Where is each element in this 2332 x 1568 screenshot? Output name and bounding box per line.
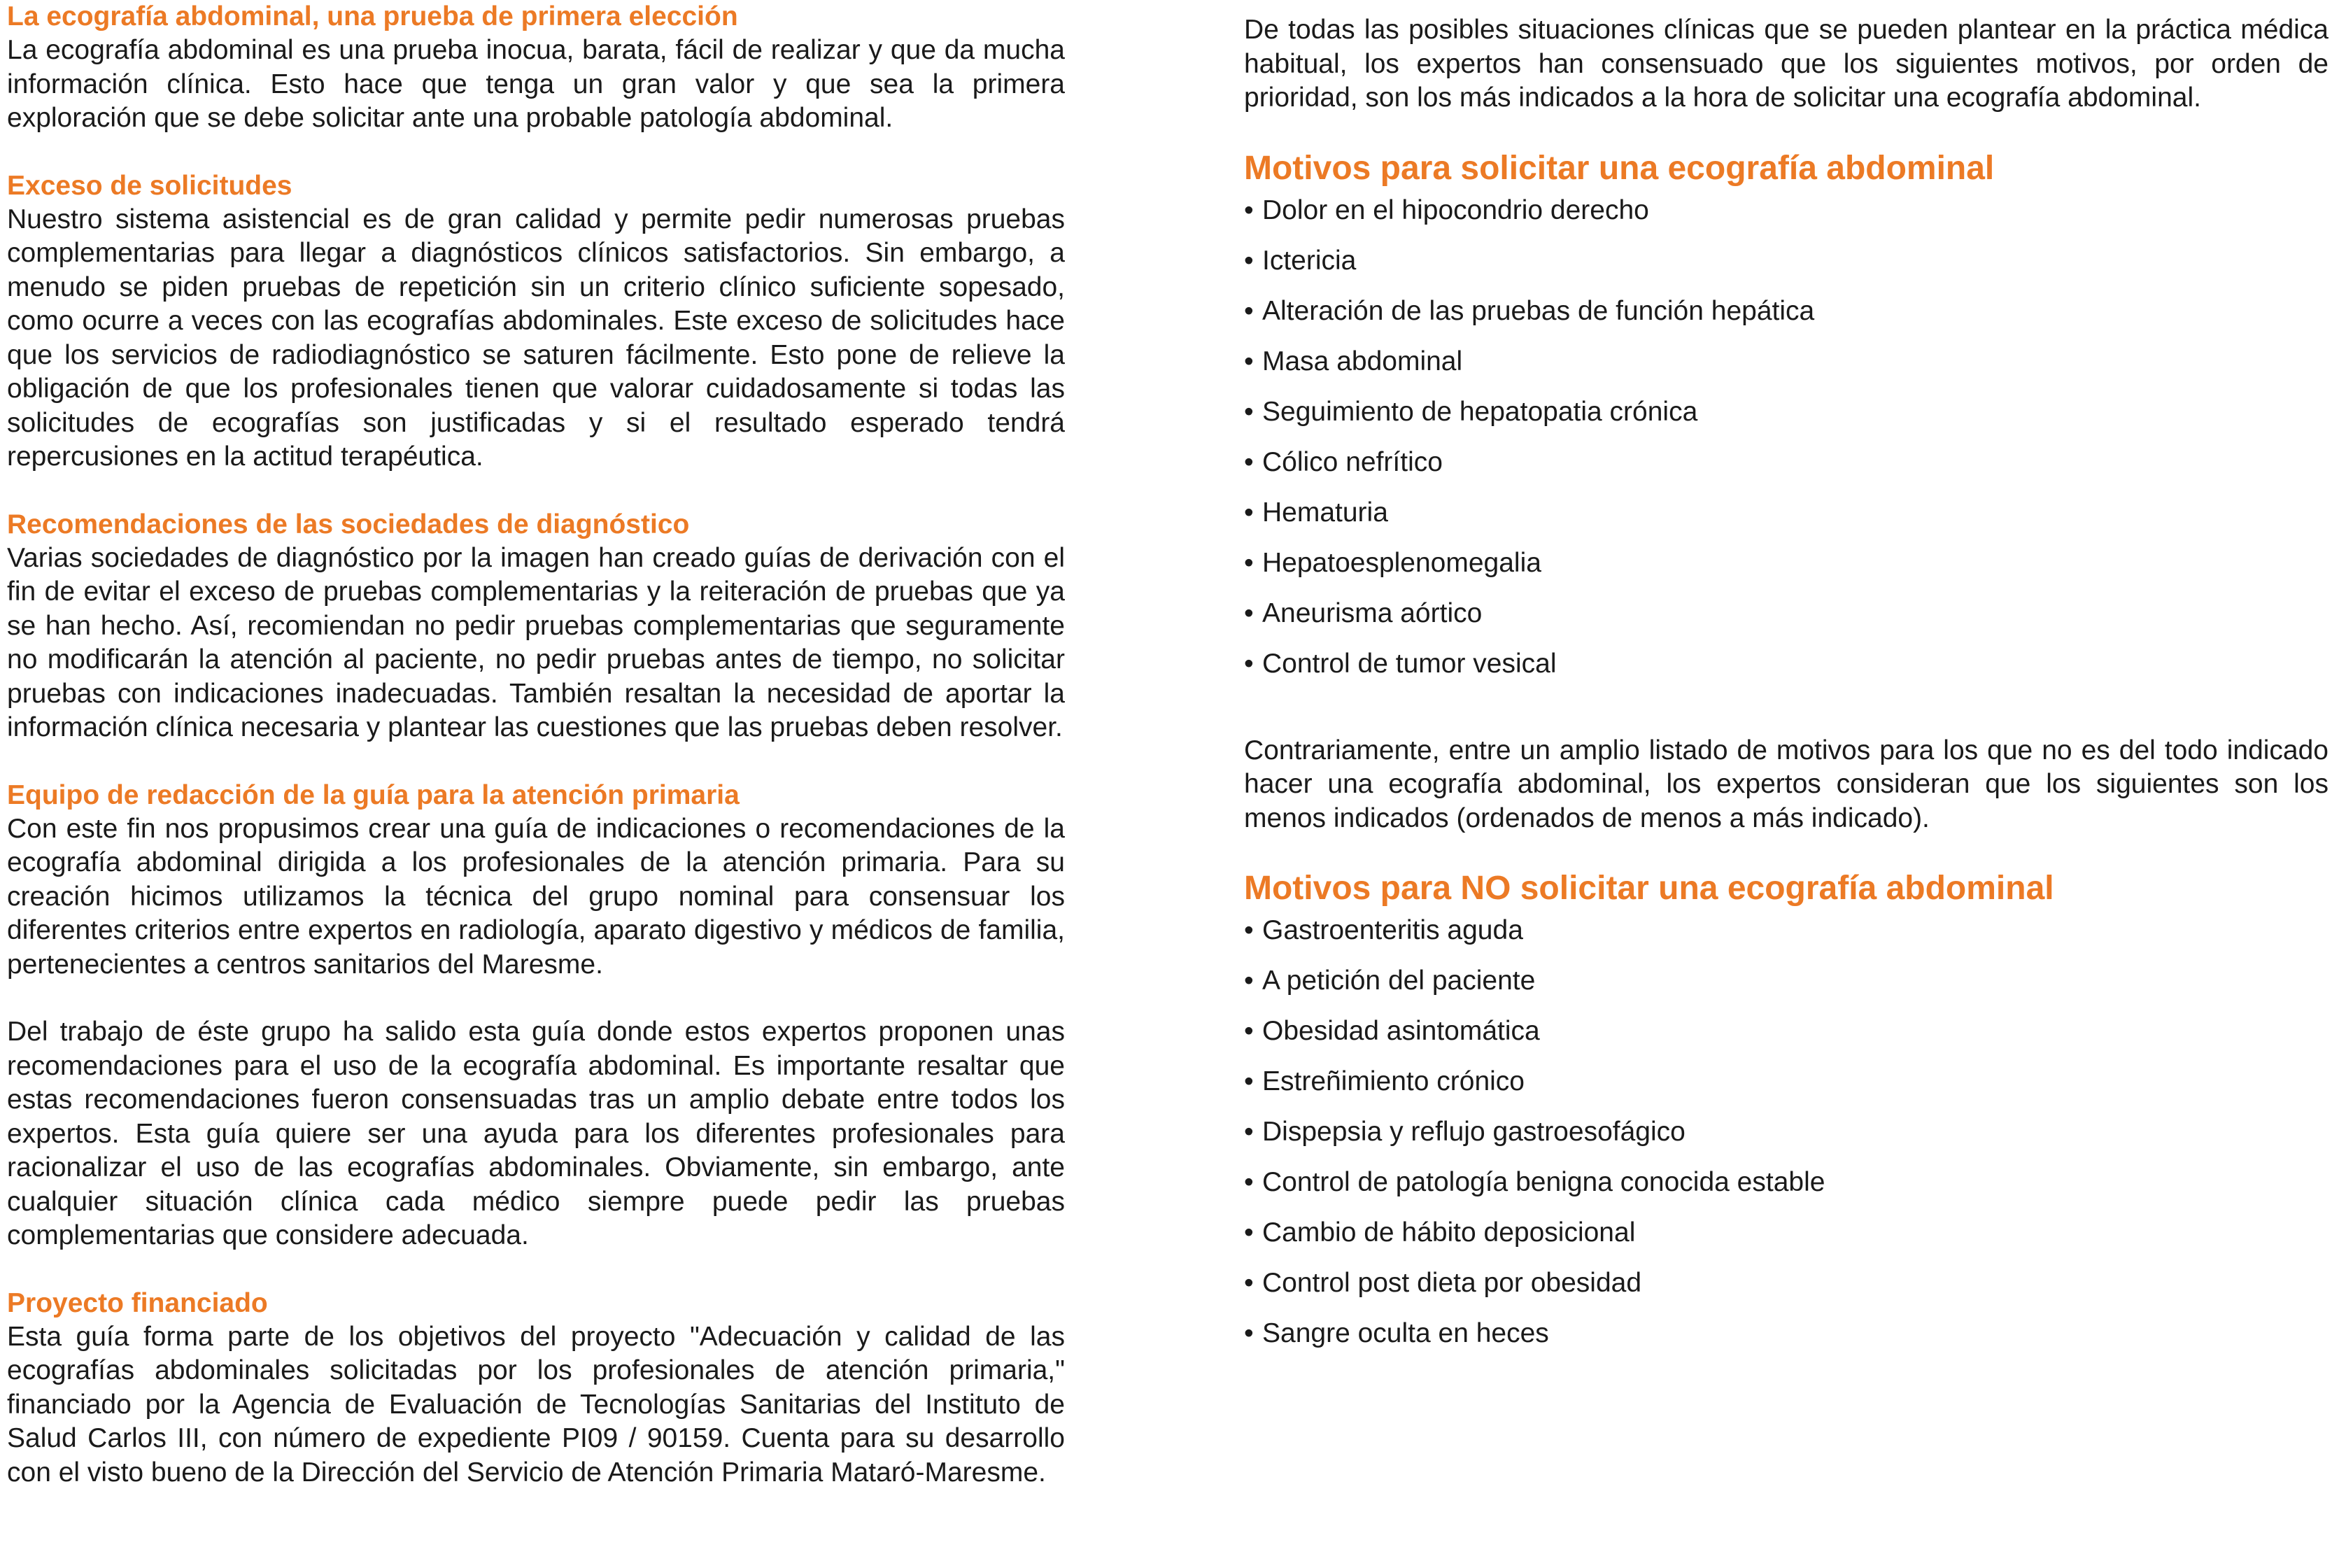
spacer: [1244, 115, 2329, 148]
list-item-label: Control de tumor vesical: [1262, 648, 1557, 679]
left-column: [7, 0, 1065, 1490]
bullet-icon: •: [1244, 915, 1254, 945]
bullet-icon: •: [1244, 497, 1254, 528]
list-item: [1244, 337, 2329, 387]
list-item-label: Dolor en el hipocondrio derecho: [1262, 195, 1649, 225]
paragraph-primera-eleccion: La ecografía abdominal es una prueba inocua, barata, fácil de realizar y que da mucha información clínica. Esto hace que tenga un gran valor y que sea la primera exploración que se debe solicitar ante una probable patología abdominal.: [7, 35, 1065, 133]
list-item: [1244, 1057, 2329, 1107]
paragraph-equipo-redaccion-1: Con este fin nos propusimos crear una guía de indicaciones o recomendaciones de la ecografía abdominal dirigida a los profesionales de la atención primaria. Para su creación hicimos utilizamos la técnica del grupo nominal para consensuar los diferentes criterios entre expertos en radiología, aparato digestivo y médicos de familia, pertenecientes a centros sanitarios del Maresme.: [7, 813, 1065, 980]
bullet-icon: •: [1244, 396, 1254, 427]
list-item-label: Control de patología benigna conocida estable: [1262, 1167, 1825, 1197]
bullet-icon: •: [1244, 648, 1254, 679]
bullet-icon: •: [1244, 295, 1254, 326]
list-item: [1244, 905, 2329, 956]
section-title-exceso-solicitudes: Exceso de solicitudes: [7, 170, 292, 201]
bullet-icon: •: [1244, 966, 1254, 996]
list-item-label: Cambio de hábito deposicional: [1262, 1217, 1636, 1248]
list-item: [1244, 387, 2329, 437]
list-item: [1244, 956, 2329, 1006]
list-item-label: Control post dieta por obesidad: [1262, 1268, 1642, 1298]
paragraph-exceso-solicitudes: Nuestro sistema asistencial es de gran calidad y permite pedir numerosas pruebas complementarias para llegar a diagnósticos clínicos satisfactorios. Sin embargo, a menudo se piden pruebas de repetición sin un criterio clínico suficiente sopesado, como ocurre a veces con las ecografías abdominales. Este exceso de solicitudes hace que los servicios de radiodiagnóstico se saturen fácilmente. Esto pone de relieve la obligación de que los profesionales tienen que valorar cuidadosamente si todas las solicitudes de ecografías son justificadas y si el resultado esperado tendrá repercusiones en la actitud terapéutica.: [7, 204, 1065, 472]
no-reasons-list: [1244, 905, 2329, 1359]
list-item-label: Aneurisma aórtico: [1262, 598, 1483, 628]
spacer: [7, 745, 1065, 779]
list-item-label: A petición del paciente: [1262, 966, 1536, 996]
list-item-label: Alteración de las pruebas de función hepática: [1262, 295, 1815, 326]
spacer: [1244, 689, 2329, 734]
list-item: [1244, 538, 2329, 588]
bullet-icon: •: [1244, 1066, 1254, 1096]
list-item: [1244, 437, 2329, 488]
bullet-icon: •: [1244, 1117, 1254, 1147]
bullet-icon: •: [1244, 1268, 1254, 1298]
list-item: [1244, 185, 2329, 236]
bullet-icon: •: [1244, 547, 1254, 578]
section-title-proyecto-financiado: Proyecto financiado: [7, 1287, 268, 1318]
bullet-icon: •: [1244, 1167, 1254, 1197]
section-title-equipo-redaccion: Equipo de redacción de la guía para la atención primaria: [7, 779, 740, 810]
intro-paragraph: De todas las posibles situaciones clínicas que se pueden plantear en la práctica médica habitual, los expertos han consensuado que los siguientes motivos, por orden de prioridad, son los más indicados a la hora de solicitar una ecografía abdominal.: [1244, 15, 2329, 113]
spacer: [7, 474, 1065, 508]
bullet-icon: •: [1244, 1016, 1254, 1046]
spacer: [7, 1253, 1065, 1287]
list-item-label: Gastroenteritis aguda: [1262, 915, 1523, 945]
section-title-recomendaciones: Recomendaciones de las sociedades de diagnóstico: [7, 509, 690, 539]
paragraph-recomendaciones: Varias sociedades de diagnóstico por la imagen han creado guías de derivación con el fin de evitar el exceso de pruebas complementarias y la reiteración de pruebas que ya se han hecho. Así, recomiendan no pedir pruebas complementarias que seguramente no modificarán la atención al paciente, no pedir pruebas antes de tiempo, no solicitar pruebas con indicaciones inadecuadas. También resaltan la necesidad de aportar la información clínica necesaria y plantear las cuestiones que las pruebas deben resolver.: [7, 542, 1065, 742]
list-item-label: Hematuria: [1262, 497, 1388, 528]
bullet-icon: •: [1244, 598, 1254, 628]
section-title-primera-eleccion: La ecografía abdominal, una prueba de primera elección: [7, 1, 738, 31]
list-item-label: Dispepsia y reflujo gastroesofágico: [1262, 1117, 1686, 1147]
paragraph-equipo-redaccion-2: Del trabajo de éste grupo ha salido esta guía donde estos expertos proponen unas recomendaciones para el uso de la ecografía abdominal. Es importante resaltar que estas recomendaciones fueron consensuadas tras un amplio debate entre todos los expertos. Esta guía quiere ser una ayuda para los diferentes profesionales para racionalizar el uso de las ecografías abdominales. Obviamente, sin embargo, ante cualquier situación clínica cada médico siempre puede pedir las pruebas complementarias que considere adecuada.: [7, 1017, 1065, 1250]
list-item-label: Sangre oculta en heces: [1262, 1318, 1549, 1348]
paragraph-proyecto-financiado: Esta guía forma parte de los objetivos del proyecto "Adecuación y calidad de las ecografías abdominales solicitadas por los profesionales de atención primaria," financiado por la Agencia de Evaluación de Tecnologías Sanitarias del Instituto de Salud Carlos III, con número de expediente PI09 / 90159. Cuenta para su desarrollo con el visto bueno de la Dirección del Servicio de Atención Primaria Mataró-Maresme.: [7, 1321, 1065, 1488]
list-item: [1244, 488, 2329, 538]
spacer: [7, 136, 1065, 169]
list-item-label: Ictericia: [1262, 245, 1357, 276]
list-item-label: Hepatoesplenomegalia: [1262, 547, 1541, 578]
list-item: [1244, 286, 2329, 337]
bullet-icon: •: [1244, 1217, 1254, 1248]
list-item-label: Estreñimiento crónico: [1262, 1066, 1525, 1096]
bullet-icon: •: [1244, 446, 1254, 477]
no-reasons-title: Motivos para NO solicitar una ecografía abdominal: [1244, 870, 2054, 907]
contrast-paragraph: Contrariamente, entre un amplio listado de motivos para los que no es del todo indicado hacer una ecografía abdominal, los expertos consideran que los siguientes son los menos indicados (ordenados de menos a más indicado).: [1244, 735, 2329, 833]
list-item: [1244, 1006, 2329, 1057]
list-item: [1244, 1107, 2329, 1157]
yes-reasons-title: Motivos para solicitar una ecografía abdominal: [1244, 149, 1995, 187]
bullet-icon: •: [1244, 245, 1254, 276]
spacer: [7, 982, 1065, 1015]
list-item: [1244, 1157, 2329, 1208]
list-item: [1244, 236, 2329, 286]
bullet-icon: •: [1244, 346, 1254, 376]
list-item: [1244, 639, 2329, 689]
bullet-icon: •: [1244, 195, 1254, 225]
list-item-label: Obesidad asintomática: [1262, 1016, 1540, 1046]
yes-reasons-list: [1244, 185, 2329, 689]
list-item-label: Masa abdominal: [1262, 346, 1463, 376]
list-item: [1244, 1308, 2329, 1359]
list-item: [1244, 588, 2329, 639]
list-item-label: Cólico nefrítico: [1262, 446, 1443, 477]
list-item: [1244, 1208, 2329, 1258]
spacer: [1244, 835, 2329, 868]
list-item-label: Seguimiento de hepatopatia crónica: [1262, 396, 1698, 427]
right-column: [1244, 13, 2329, 1359]
list-item: [1244, 1258, 2329, 1308]
bullet-icon: •: [1244, 1318, 1254, 1348]
